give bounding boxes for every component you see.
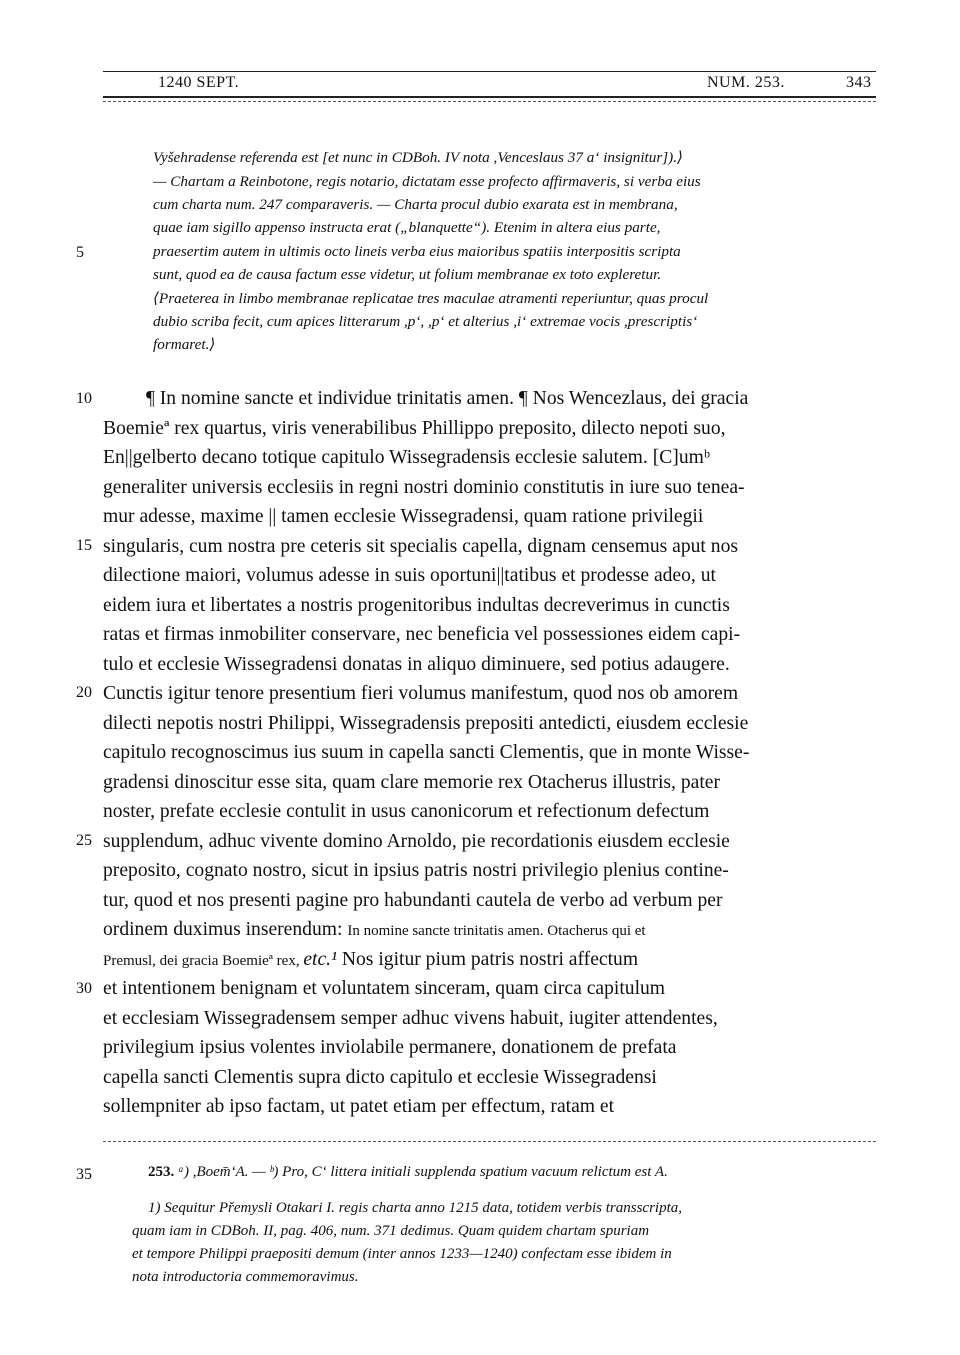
text-line: noster, prefate ecclesie contulit in usus canonicorum et refectionum defectum: [103, 801, 710, 822]
apparatus-number: 253.: [148, 1164, 175, 1180]
header-date: 1240 SEPT.: [158, 74, 240, 91]
header-top-rule: [103, 71, 876, 72]
text-line: ratas et firmas inmobiliter conservare, nec beneficia vel possessiones eidem capi-: [103, 624, 741, 645]
text-line: tulo et ecclesie Wissegradensi donatas in aliquo diminuere, sed potius adaugere.: [103, 654, 730, 675]
footnote-line: 1) Sequitur Přemysli Otakari I. regis charta anno 1215 data, totidem verbis transscripta,: [148, 1200, 682, 1216]
text-line: tur, quod et nos presenti pagine pro habundanti cautela de verbo ad verbum per: [103, 890, 723, 911]
text-line: [103, 915, 876, 947]
text-line: supplendum, adhuc vivente domino Arnoldo, pie recordationis eiusdem ecclesie: [103, 831, 730, 852]
header-dotted-rule: [103, 101, 876, 102]
text-line: preposito, cognato nostro, sicut in ipsius patris nostri privilegio plenius contine-: [103, 860, 729, 881]
text-line: capitulo recognoscimus ius suum in capella sancti Clementis, que in monte Wisse-: [103, 742, 750, 763]
intro-line: ⟨Praeterea in limbo membranae replicatae tres maculae atramenti reperiuntur, quas procul: [153, 290, 709, 307]
text-line: Boemieª rex quartus, viris venerabilibus Phillippo preposito, dilecto nepoti suo,: [103, 418, 726, 439]
text-main: ordinem duximus inserendum:: [103, 919, 348, 940]
text-line: singularis, cum nostra pre ceteris sit specialis capella, dignam censemus aput nos: [103, 536, 738, 557]
text-line: et ecclesiam Wissegradensem semper adhuc vivens habuit, iugiter attendentes,: [103, 1008, 718, 1029]
line-number: 20: [76, 684, 92, 701]
text-line: gradensi dinoscitur esse sita, quam clare memorie rex Otacherus illustris, pater: [103, 772, 721, 793]
text-line: dilecti nepotis nostri Philippi, Wissegradensis prepositi antedicti, eiusdem ecclesie: [103, 713, 749, 734]
text-line: eidem iura et libertates a nostris progenitoribus indultas decreverimus in cunctis: [103, 595, 730, 616]
line-number: 25: [76, 832, 92, 849]
line-number: 35: [76, 1166, 92, 1183]
intro-line: formaret.⟩: [153, 336, 216, 353]
text-line: Cunctis igitur tenore presentium fieri volumus manifestum, quod nos ob amorem: [103, 683, 739, 704]
text-line: generaliter universis ecclesiis in regni nostri dominio constitutis in iure suo tenea-: [103, 477, 745, 498]
text-line: privilegium ipsius volentes inviolabile permanere, donationem de prefata: [103, 1037, 677, 1058]
text-line: capella sancti Clementis supra dicto capitulo et ecclesie Wissegradensi: [103, 1067, 657, 1088]
header-number: NUM. 253.: [707, 74, 785, 91]
footnote-line: nota introductoria commemoravimus.: [132, 1269, 359, 1285]
etc-footnote-ref: etc.¹: [303, 949, 337, 970]
footnote-line: et tempore Philippi praepositi demum (inter annos 1233—1240) confectam esse ibidem in: [132, 1246, 672, 1262]
apparatus-text: ᵃ) ,Boem̄‘A. — ᵇ) Pro, C‘ littera initiali supplenda spatium vacuum relictum est A.: [174, 1164, 668, 1180]
text-line: [103, 945, 876, 977]
text-main: Nos igitur pium patris nostri affectum: [336, 949, 639, 970]
line-number: 5: [76, 244, 84, 261]
inserted-charter-text: Premusl, dei gracia Boemieª rex,: [103, 953, 304, 969]
line-number: 10: [76, 390, 92, 407]
header-bottom-rule: [103, 96, 876, 98]
text-line: mur adesse, maxime || tamen ecclesie Wissegradensi, quam ratione privilegii: [103, 506, 704, 527]
intro-line: cum charta num. 247 comparaveris. — Charta procul dubio exarata est in membrana,: [153, 196, 678, 213]
apparatus-note: [148, 1162, 877, 1183]
intro-line: dubio scriba fecit, cum apices litterarum ,p‘, ,p‘ et alterius ,i‘ extremae vocis ,prescriptis‘: [153, 313, 698, 330]
text-line: ¶ In nomine sancte et individue trinitatis amen. ¶ Nos Wencezlaus, dei gracia: [146, 388, 749, 409]
text-line: dilectione maiori, volumus adesse in suis oportuni||tatibus et prodesse adeo, ut: [103, 565, 716, 586]
line-number: 15: [76, 537, 92, 554]
text-line: sollempniter ab ipso factam, ut patet etiam per effectum, ratam et: [103, 1096, 615, 1117]
intro-line: — Chartam a Reinbotone, regis notario, dictatam esse profecto affirmaveris, si verba eius: [153, 173, 701, 190]
intro-line: quae iam sigillo appenso instructa erat („blanquette“). Etenim in altera eius parte,: [153, 219, 661, 236]
line-number: 30: [76, 980, 92, 997]
header-page-number: 343: [846, 74, 872, 91]
intro-line: praesertim autem in ultimis octo lineis verba eius maioribus spatiis interpositis scripta: [153, 243, 681, 260]
footnote-separator: [103, 1141, 876, 1142]
inserted-charter-text: In nomine sancte trinitatis amen. Otacherus qui et: [347, 923, 646, 939]
intro-line: Vyšehradense referenda est [et nunc in CDBoh. IV nota ,Venceslaus 37 a‘ insignitur]).⟩: [153, 149, 683, 166]
intro-line: sunt, quod ea de causa factum esse videtur, ut folium membranae ex toto expleretur.: [153, 266, 662, 283]
footnote-line: quam iam in CDBoh. II, pag. 406, num. 371 dedimus. Quam quidem chartam spuriam: [132, 1223, 650, 1239]
text-line: et intentionem benignam et voluntatem sinceram, quam circa capitulum: [103, 978, 666, 999]
text-line: En||gelberto decano totique capitulo Wissegradensis ecclesie salutem. [C]umᵇ: [103, 447, 710, 468]
